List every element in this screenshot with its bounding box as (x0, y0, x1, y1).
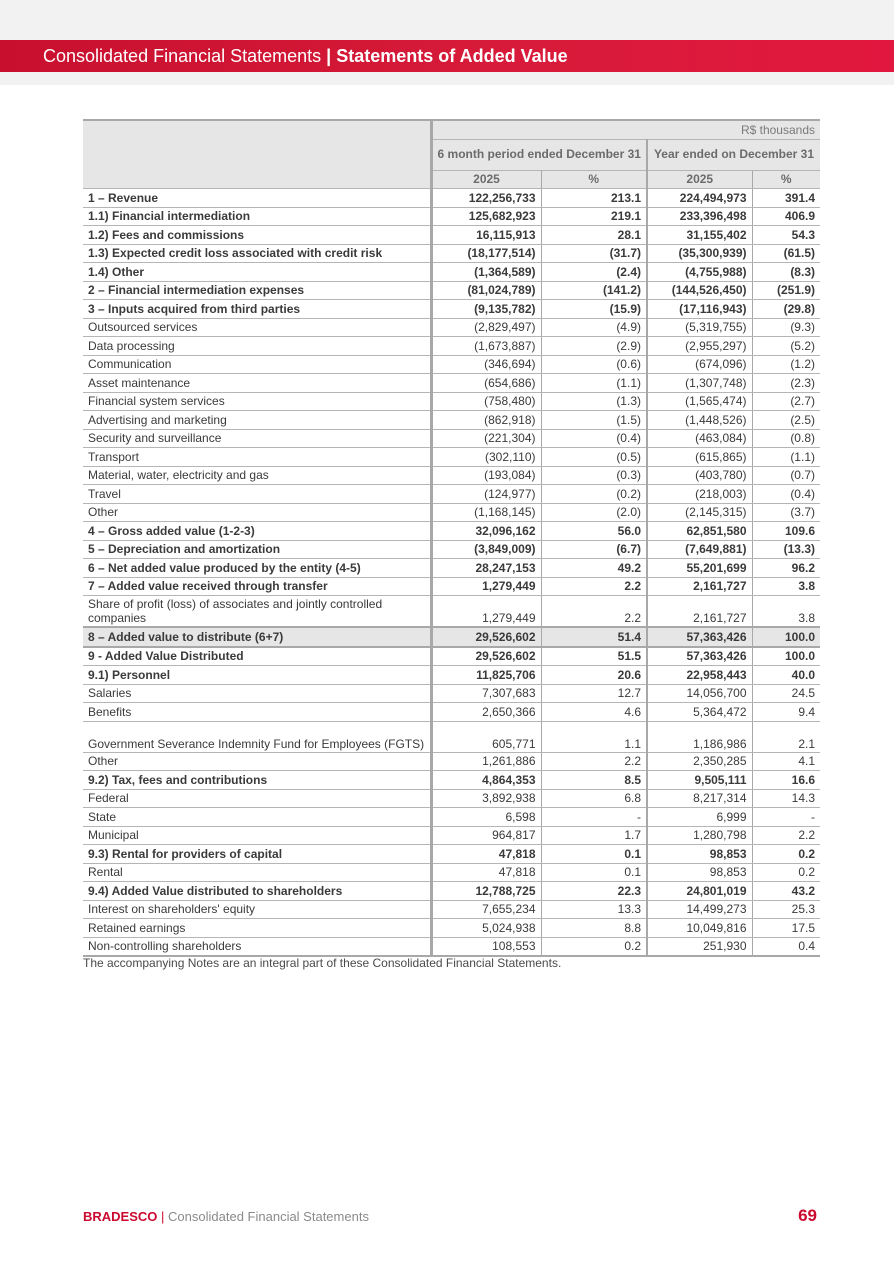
row-value-6m: 7,307,683 (431, 684, 541, 703)
footer-text: Consolidated Financial Statements (168, 1209, 369, 1224)
row-label: 4 – Gross added value (1-2-3) (83, 522, 431, 541)
row-pct-year: 100.0 (752, 647, 820, 666)
row-pct-6m: (1.5) (541, 411, 647, 430)
row-label: Federal (83, 789, 431, 808)
row-value-6m: 605,771 (431, 721, 541, 752)
row-value-year: (5,319,755) (647, 318, 752, 337)
row-label: 7 – Added value received through transfer (83, 577, 431, 596)
table-row (83, 318, 820, 337)
header-under-strip (0, 72, 894, 85)
table-row (83, 596, 820, 628)
table-row (83, 207, 820, 226)
row-label: 1.1) Financial intermediation (83, 207, 431, 226)
row-value-6m: 29,526,602 (431, 647, 541, 666)
row-value-6m: 47,818 (431, 863, 541, 882)
table-row (83, 522, 820, 541)
row-pct-6m: 8.8 (541, 919, 647, 938)
row-pct-6m: (2.9) (541, 337, 647, 356)
row-value-6m: 108,553 (431, 937, 541, 956)
row-label: Share of profit (loss) of associates and jointly controlled companies (83, 596, 431, 628)
row-label: 6 – Net added value produced by the entity (4-5) (83, 559, 431, 578)
row-value-6m: 4,864,353 (431, 771, 541, 790)
row-pct-year: (3.7) (752, 503, 820, 522)
row-label: Financial system services (83, 392, 431, 411)
row-pct-6m: 219.1 (541, 207, 647, 226)
row-pct-6m: (1.1) (541, 374, 647, 393)
row-pct-year: 25.3 (752, 900, 820, 919)
table-row (83, 666, 820, 685)
row-pct-6m: (141.2) (541, 281, 647, 300)
row-value-year: (2,145,315) (647, 503, 752, 522)
row-pct-6m: (1.3) (541, 392, 647, 411)
row-value-year: (144,526,450) (647, 281, 752, 300)
row-label: 9.4) Added Value distributed to shareholders (83, 882, 431, 901)
table-row (83, 845, 820, 864)
row-value-year: 233,396,498 (647, 207, 752, 226)
row-value-year: 22,958,443 (647, 666, 752, 685)
row-value-6m: (3,849,009) (431, 540, 541, 559)
row-value-6m: (221,304) (431, 429, 541, 448)
row-value-6m: (2,829,497) (431, 318, 541, 337)
table-row (83, 448, 820, 467)
row-value-year: (218,003) (647, 485, 752, 504)
row-value-6m: (346,694) (431, 355, 541, 374)
row-pct-year: (0.8) (752, 429, 820, 448)
row-pct-6m: (2.0) (541, 503, 647, 522)
table-row (83, 300, 820, 319)
table-row (83, 684, 820, 703)
row-label: Salaries (83, 684, 431, 703)
row-label: 1.2) Fees and commissions (83, 226, 431, 245)
row-value-year: (2,955,297) (647, 337, 752, 356)
row-pct-year: 4.1 (752, 752, 820, 771)
row-value-6m: 6,598 (431, 808, 541, 827)
row-pct-year: 100.0 (752, 627, 820, 647)
table-row (83, 919, 820, 938)
row-pct-year: (0.4) (752, 485, 820, 504)
table-row (83, 281, 820, 300)
row-pct-year: - (752, 808, 820, 827)
row-pct-6m: (0.6) (541, 355, 647, 374)
row-value-6m: 29,526,602 (431, 627, 541, 647)
row-label: Communication (83, 355, 431, 374)
table-row (83, 466, 820, 485)
brand-logo-text: BRADESCO (83, 1209, 158, 1224)
table-row (83, 703, 820, 722)
table-row (83, 559, 820, 578)
row-value-year: (1,565,474) (647, 392, 752, 411)
row-pct-year: 43.2 (752, 882, 820, 901)
row-value-6m: 12,788,725 (431, 882, 541, 901)
row-value-year: 224,494,973 (647, 189, 752, 208)
row-value-year: (1,307,748) (647, 374, 752, 393)
row-value-6m: 1,279,449 (431, 577, 541, 596)
header-separator: | (326, 46, 332, 66)
page-number: 69 (798, 1206, 817, 1225)
row-pct-6m: 0.1 (541, 863, 647, 882)
row-value-year: 62,851,580 (647, 522, 752, 541)
row-label: 2 – Financial intermediation expenses (83, 281, 431, 300)
row-pct-year: (13.3) (752, 540, 820, 559)
row-pct-year: (61.5) (752, 244, 820, 263)
row-pct-year: 406.9 (752, 207, 820, 226)
row-value-year: 2,161,727 (647, 577, 752, 596)
row-label: Travel (83, 485, 431, 504)
row-value-6m: 7,655,234 (431, 900, 541, 919)
col-pct-2: % (752, 170, 820, 189)
row-label: Municipal (83, 826, 431, 845)
header-bar (0, 40, 894, 72)
table-row (83, 263, 820, 282)
table-row (83, 647, 820, 666)
table-row (83, 627, 820, 647)
row-pct-year: (29.8) (752, 300, 820, 319)
row-pct-6m: - (541, 808, 647, 827)
row-value-year: 1,280,798 (647, 826, 752, 845)
table-row (83, 189, 820, 208)
row-pct-year: 96.2 (752, 559, 820, 578)
row-pct-6m: 22.3 (541, 882, 647, 901)
row-label: Outsourced services (83, 318, 431, 337)
row-pct-6m: 1.7 (541, 826, 647, 845)
row-value-6m: (81,024,789) (431, 281, 541, 300)
row-pct-6m: (0.4) (541, 429, 647, 448)
row-value-year: (463,084) (647, 429, 752, 448)
table-row (83, 337, 820, 356)
row-label: 1 – Revenue (83, 189, 431, 208)
row-pct-year: (0.7) (752, 466, 820, 485)
row-label: 1.4) Other (83, 263, 431, 282)
row-pct-6m: (2.4) (541, 263, 647, 282)
row-pct-6m: 2.2 (541, 596, 647, 628)
row-pct-year: (8.3) (752, 263, 820, 282)
row-pct-year: (2.5) (752, 411, 820, 430)
row-value-year: 98,853 (647, 863, 752, 882)
row-pct-6m: 0.2 (541, 937, 647, 956)
row-value-6m: 2,650,366 (431, 703, 541, 722)
col-pct-1: % (541, 170, 647, 189)
row-pct-year: 54.3 (752, 226, 820, 245)
row-pct-year: 24.5 (752, 684, 820, 703)
row-pct-6m: (0.3) (541, 466, 647, 485)
row-value-year: 98,853 (647, 845, 752, 864)
row-label: 9.2) Tax, fees and contributions (83, 771, 431, 790)
row-label: Advertising and marketing (83, 411, 431, 430)
row-value-6m: (18,177,514) (431, 244, 541, 263)
row-pct-year: 17.5 (752, 919, 820, 938)
table-row (83, 826, 820, 845)
row-value-year: 31,155,402 (647, 226, 752, 245)
row-pct-6m: 12.7 (541, 684, 647, 703)
row-value-year: 2,350,285 (647, 752, 752, 771)
row-pct-6m: 56.0 (541, 522, 647, 541)
row-label: 3 – Inputs acquired from third parties (83, 300, 431, 319)
row-pct-6m: 213.1 (541, 189, 647, 208)
table-row (83, 771, 820, 790)
footer (83, 1209, 369, 1224)
row-value-6m: 125,682,923 (431, 207, 541, 226)
row-pct-year: (2.7) (752, 392, 820, 411)
row-pct-6m: 13.3 (541, 900, 647, 919)
row-value-6m: (193,084) (431, 466, 541, 485)
row-pct-6m: 2.2 (541, 752, 647, 771)
header-blank-cell (83, 120, 431, 189)
row-pct-6m: 49.2 (541, 559, 647, 578)
row-value-year: 57,363,426 (647, 627, 752, 647)
table-row (83, 226, 820, 245)
table-row (83, 355, 820, 374)
row-pct-6m: 8.5 (541, 771, 647, 790)
table-row (83, 937, 820, 956)
table-row (83, 577, 820, 596)
row-value-year: 55,201,699 (647, 559, 752, 578)
row-label: Non-controlling shareholders (83, 937, 431, 956)
row-value-6m: (302,110) (431, 448, 541, 467)
row-value-year: 251,930 (647, 937, 752, 956)
row-label: Rental (83, 863, 431, 882)
row-pct-year: 40.0 (752, 666, 820, 685)
footnote: The accompanying Notes are an integral part of these Consolidated Financial Statements. (83, 956, 562, 970)
row-pct-6m: 4.6 (541, 703, 647, 722)
statement-table (83, 119, 820, 957)
table-row (83, 789, 820, 808)
row-value-year: 6,999 (647, 808, 752, 827)
row-pct-year: 0.4 (752, 937, 820, 956)
row-pct-6m: 28.1 (541, 226, 647, 245)
row-label: Interest on shareholders' equity (83, 900, 431, 919)
row-pct-year: (1.1) (752, 448, 820, 467)
row-value-6m: 3,892,938 (431, 789, 541, 808)
table-row (83, 503, 820, 522)
row-label: Transport (83, 448, 431, 467)
row-pct-6m: 20.6 (541, 666, 647, 685)
row-label: Other (83, 503, 431, 522)
row-value-6m: 964,817 (431, 826, 541, 845)
row-value-6m: (9,135,782) (431, 300, 541, 319)
table-row (83, 721, 820, 752)
table-row (83, 411, 820, 430)
table-row (83, 882, 820, 901)
row-value-6m: 122,256,733 (431, 189, 541, 208)
row-pct-6m: 51.5 (541, 647, 647, 666)
row-label: 5 – Depreciation and amortization (83, 540, 431, 559)
row-pct-6m: (0.5) (541, 448, 647, 467)
row-value-year: 1,186,986 (647, 721, 752, 752)
row-value-year: (4,755,988) (647, 263, 752, 282)
row-value-6m: (1,168,145) (431, 503, 541, 522)
row-value-6m: 47,818 (431, 845, 541, 864)
row-label: 9.1) Personnel (83, 666, 431, 685)
row-pct-year: (2.3) (752, 374, 820, 393)
row-pct-year: 2.1 (752, 721, 820, 752)
group-6-month: 6 month period ended December 31 (431, 139, 647, 170)
row-pct-year: 0.2 (752, 863, 820, 882)
top-strip (0, 0, 894, 40)
row-label: State (83, 808, 431, 827)
row-value-6m: 28,247,153 (431, 559, 541, 578)
row-value-6m: 32,096,162 (431, 522, 541, 541)
row-pct-6m: (31.7) (541, 244, 647, 263)
row-value-year: 5,364,472 (647, 703, 752, 722)
row-label: 8 – Added value to distribute (6+7) (83, 627, 431, 647)
row-pct-6m: (6.7) (541, 540, 647, 559)
row-pct-year: 109.6 (752, 522, 820, 541)
col-year-2: 2025 (647, 170, 752, 189)
table-row (83, 485, 820, 504)
row-pct-6m: 6.8 (541, 789, 647, 808)
table-row (83, 808, 820, 827)
row-pct-year: (9.3) (752, 318, 820, 337)
unit-label: R$ thousands (431, 120, 820, 139)
table-row (83, 900, 820, 919)
row-pct-year: 16.6 (752, 771, 820, 790)
page-title: Statements of Added Value (336, 46, 568, 66)
row-pct-year: 3.8 (752, 577, 820, 596)
row-label: Retained earnings (83, 919, 431, 938)
row-pct-6m: 51.4 (541, 627, 647, 647)
row-pct-year: 0.2 (752, 845, 820, 864)
row-value-year: (674,096) (647, 355, 752, 374)
row-value-6m: (862,918) (431, 411, 541, 430)
row-value-year: 10,049,816 (647, 919, 752, 938)
table-row (83, 392, 820, 411)
row-label: Government Severance Indemnity Fund for Employees (FGTS) (83, 721, 431, 752)
row-label: Asset maintenance (83, 374, 431, 393)
row-pct-year: 2.2 (752, 826, 820, 845)
row-pct-6m: 1.1 (541, 721, 647, 752)
table-row (83, 374, 820, 393)
row-pct-6m: 0.1 (541, 845, 647, 864)
table-row (83, 752, 820, 771)
row-value-6m: (758,480) (431, 392, 541, 411)
row-pct-6m: 2.2 (541, 577, 647, 596)
group-year: Year ended on December 31 (647, 139, 820, 170)
row-pct-6m: (15.9) (541, 300, 647, 319)
row-value-year: (615,865) (647, 448, 752, 467)
table-row (83, 540, 820, 559)
row-value-year: 9,505,111 (647, 771, 752, 790)
row-label: Data processing (83, 337, 431, 356)
row-value-year: 2,161,727 (647, 596, 752, 628)
row-value-year: (35,300,939) (647, 244, 752, 263)
header-section: Consolidated Financial Statements (43, 46, 322, 66)
row-value-6m: (1,364,589) (431, 263, 541, 282)
row-value-year: (403,780) (647, 466, 752, 485)
row-label: Security and surveillance (83, 429, 431, 448)
row-label: 9 - Added Value Distributed (83, 647, 431, 666)
row-label: Material, water, electricity and gas (83, 466, 431, 485)
row-value-6m: 16,115,913 (431, 226, 541, 245)
row-value-6m: 1,279,449 (431, 596, 541, 628)
table-row (83, 429, 820, 448)
row-value-year: (17,116,943) (647, 300, 752, 319)
row-label: Other (83, 752, 431, 771)
footer-separator: | (161, 1209, 165, 1224)
row-value-6m: 11,825,706 (431, 666, 541, 685)
table-row (83, 863, 820, 882)
row-value-6m: (124,977) (431, 485, 541, 504)
row-value-year: (1,448,526) (647, 411, 752, 430)
row-value-year: 24,801,019 (647, 882, 752, 901)
row-label: 9.3) Rental for providers of capital (83, 845, 431, 864)
row-label: 1.3) Expected credit loss associated with credit risk (83, 244, 431, 263)
row-pct-year: 9.4 (752, 703, 820, 722)
row-pct-year: 14.3 (752, 789, 820, 808)
row-value-6m: 5,024,938 (431, 919, 541, 938)
row-pct-6m: (0.2) (541, 485, 647, 504)
row-pct-year: (1.2) (752, 355, 820, 374)
row-label: Benefits (83, 703, 431, 722)
row-pct-year: 391.4 (752, 189, 820, 208)
header-row-unit (83, 120, 820, 139)
row-pct-year: (251.9) (752, 281, 820, 300)
row-value-year: 14,056,700 (647, 684, 752, 703)
row-value-6m: 1,261,886 (431, 752, 541, 771)
row-value-year: 14,499,273 (647, 900, 752, 919)
row-pct-year: 3.8 (752, 596, 820, 628)
col-year-1: 2025 (431, 170, 541, 189)
row-value-year: 8,217,314 (647, 789, 752, 808)
row-pct-6m: (4.9) (541, 318, 647, 337)
table-row (83, 244, 820, 263)
row-pct-year: (5.2) (752, 337, 820, 356)
row-value-year: 57,363,426 (647, 647, 752, 666)
row-value-6m: (654,686) (431, 374, 541, 393)
row-value-year: (7,649,881) (647, 540, 752, 559)
row-value-6m: (1,673,887) (431, 337, 541, 356)
